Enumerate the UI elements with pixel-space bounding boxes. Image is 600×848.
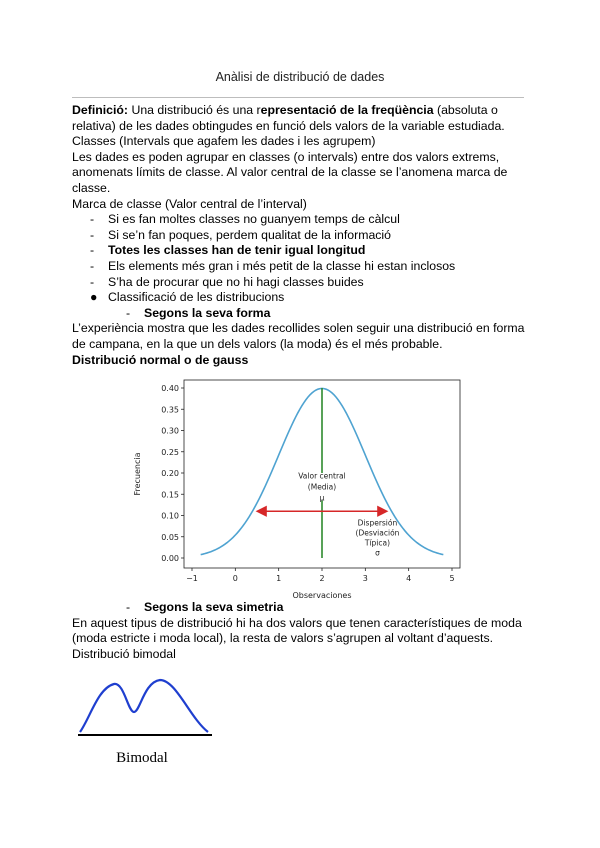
x-axis-label: Observaciones — [292, 591, 352, 601]
y-tick-label: 0.05 — [161, 532, 179, 542]
x-tick-label: 2 — [319, 574, 325, 584]
dispersion-label: (Desviación — [355, 528, 400, 538]
bullet-marker: ● — [90, 290, 98, 305]
classes-bullet-list — [72, 212, 528, 306]
forma-paragraph: L’experiència mostra que les dades recollides solen seguir una distribució en forma de campana, en la que un dels valors (la moda) és el més probable. — [72, 321, 525, 351]
definition-text-1: Una distribució és una r — [128, 103, 261, 117]
mean-label: μ — [319, 493, 325, 503]
y-tick-label: 0.10 — [161, 511, 179, 521]
mean-label: (Media) — [307, 482, 337, 492]
y-tick-label: 0.40 — [161, 384, 179, 394]
definition-paragraph — [72, 103, 528, 134]
bimodal-figure — [72, 668, 232, 768]
simetria-subheading: - Segons la seva simetria — [126, 600, 284, 615]
bullet-marker: - — [90, 227, 95, 242]
bullet-marker: - — [90, 243, 95, 258]
y-tick-label: 0.25 — [161, 447, 179, 457]
x-tick-label: 0 — [232, 574, 238, 584]
y-tick-label: 0.35 — [161, 405, 179, 415]
bullet-marker: - — [90, 258, 95, 273]
mean-label: Valor central — [298, 471, 346, 481]
list-item: - Totes les classes han de tenir igual longitud — [90, 243, 366, 258]
document-body — [72, 103, 528, 768]
dispersion-label: σ — [375, 548, 380, 558]
list-item: - S’ha de procurar que no hi hagi classes buides — [90, 274, 364, 289]
list-item: - Els elements més gran i més petit de la classe hi estan inclosos — [90, 258, 456, 273]
dispersion-label: Típica) — [364, 538, 391, 548]
y-tick-label: 0.00 — [161, 554, 179, 564]
page-header-title: Anàlisi de distribució de dades — [215, 70, 385, 84]
x-tick-label: 5 — [449, 574, 455, 584]
x-tick-label: 4 — [406, 574, 412, 584]
simetria-paragraph: En aquest tipus de distribució hi ha dos valors que tenen característiques de moda (moda estricte i moda local), la resta de valors s’agrupen al voltant d’aquests. — [72, 615, 522, 646]
dispersion-label: Dispersión — [357, 518, 398, 528]
definition-text-2: (absoluta o relativa) de les dades obtingudes en funció dels valors de la variable estudiada. — [72, 103, 505, 133]
x-tick-label: −1 — [186, 574, 198, 584]
definition-label: Definició: — [72, 103, 129, 117]
bullet-marker: - — [90, 274, 95, 289]
list-item: - Si se’n fan poques, perdem qualitat de la informació — [90, 227, 391, 242]
x-tick-label: 1 — [276, 574, 282, 584]
header-divider — [72, 97, 524, 98]
forma-subheading: - Segons la seva forma — [126, 305, 271, 320]
y-axis-label: Frecuencia — [133, 452, 142, 496]
classes-heading: Classes (Intervals que agafem les dades i les agrupem) — [72, 134, 376, 149]
bimodal-label: Bimodal — [116, 750, 168, 767]
y-tick-label: 0.15 — [161, 490, 179, 500]
definition-bold: epresentació de la freqüència — [260, 103, 434, 117]
marca-classe: Marca de classe (Valor central de l’interval) — [72, 196, 307, 211]
bimodal-curve — [80, 680, 208, 732]
bimodal-heading: Distribució bimodal — [72, 646, 176, 661]
bullet-marker: - — [90, 212, 95, 227]
list-item: - Si es fan moltes classes no guanyem temps de càlcul — [90, 212, 400, 227]
gauss-heading: Distribució normal o de gauss — [72, 352, 249, 367]
y-tick-label: 0.30 — [161, 426, 179, 436]
x-tick-label: 3 — [362, 574, 368, 584]
y-tick-label: 0.20 — [161, 469, 179, 479]
normal-distribution-chart — [126, 372, 478, 600]
classes-paragraph: Les dades es poden agrupar en classes (o intervals) entre dos valors extrems, anomenats límits de classe. Al valor central de la classe se l’anomena marca de classe. — [72, 149, 508, 195]
list-item: ● Classificació de les distribucions — [90, 290, 285, 305]
